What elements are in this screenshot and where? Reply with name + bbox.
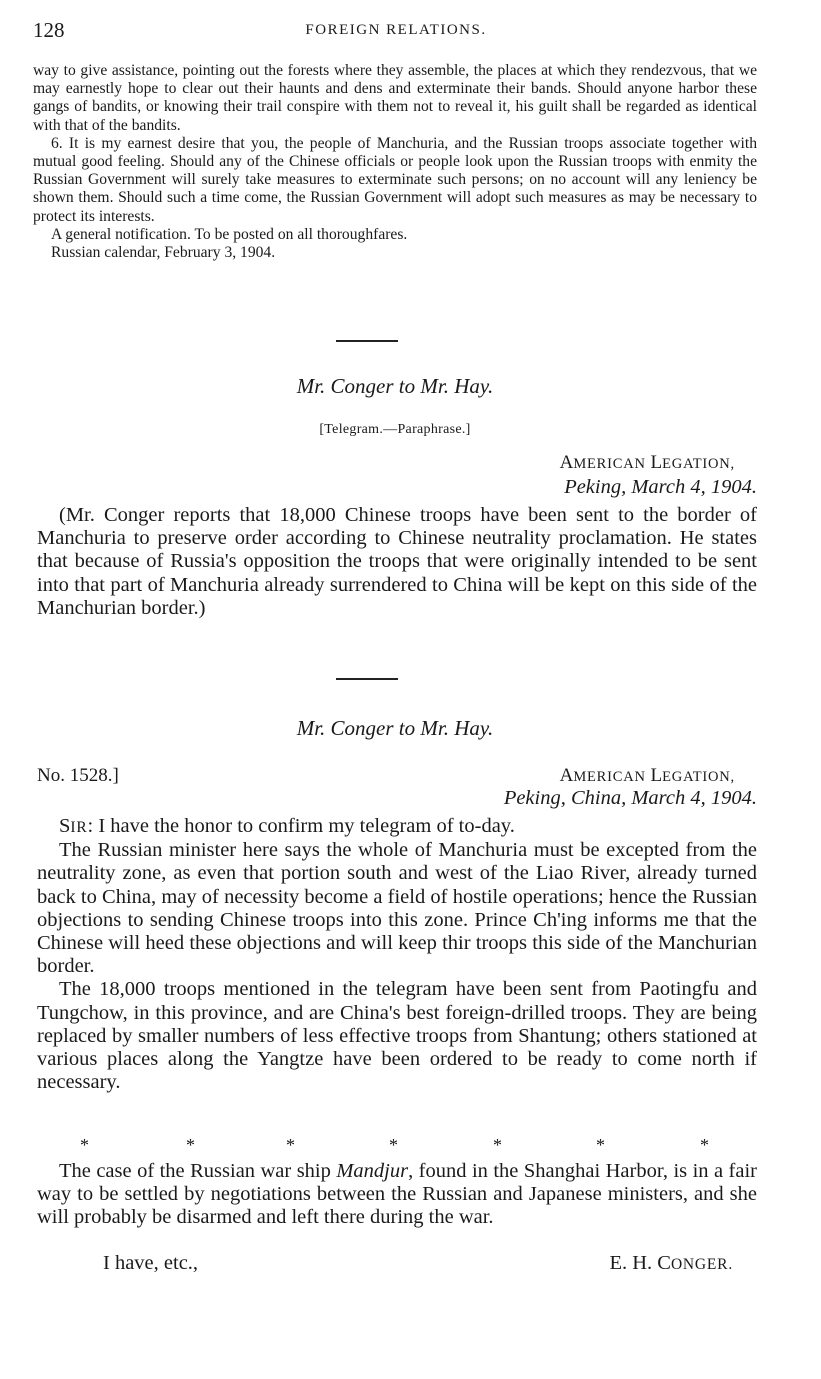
signature: E. H. CONGER.	[609, 1252, 733, 1274]
page-header	[33, 18, 759, 48]
ship-name: Mandjur	[336, 1160, 409, 1182]
proclamation-date: Russian calendar, February 3, 1904.	[51, 244, 276, 262]
telegram-title: Mr. Conger to Mr. Hay.	[296, 374, 494, 398]
proclamation-text	[33, 62, 757, 262]
star: *	[389, 1135, 398, 1155]
page-number: 128	[33, 18, 65, 42]
telegram-subtitle: [Telegram.—Paraphrase.]	[319, 422, 471, 437]
telegram-legation: AMERICAN LEGATION,	[559, 452, 735, 473]
complimentary-close: I have, etc.,	[103, 1252, 199, 1274]
star: *	[80, 1135, 89, 1155]
ellipsis-stars	[80, 1135, 730, 1157]
star: *	[186, 1135, 195, 1155]
star: *	[493, 1135, 502, 1155]
proclamation-notice: A general notification. To be posted on all thoroughfares.	[51, 225, 408, 243]
telegram-body: (Mr. Conger reports that 18,000 Chinese troops have been sent to the border of Manchuria to preserve order according to Chinese neutrality proclamation. He states that because of Russia's opposition the troops that were originally intended to be sent into that part of Manchuria already surrendered to China will be kept on this side of the Manchurian border.)	[37, 504, 757, 619]
despatch-paragraph-2: The 18,000 troops mentioned in the telegram have been sent from Paotingfu and Tungchow, in this province, and are China's best foreign-drilled troops. They are being replaced by smaller numbers of less effective troops from Shantung; others stationed at various places along the Yangtze have been ordered to be ready to come north if necessary.	[37, 978, 757, 1094]
salutation: SIR: I have the honor to confirm my telegram of to-day.	[59, 815, 515, 837]
section-divider	[336, 678, 398, 680]
running-title: FOREIGN RELATIONS.	[305, 22, 487, 38]
telegram-place-date: Peking, March 4, 1904.	[564, 476, 757, 498]
section-divider	[336, 340, 398, 342]
star: *	[700, 1135, 709, 1155]
despatch-paragraph-3: The case of the Russian war ship Mandjur, found in the Shanghai Harbor, is in a fair way to be settled by negotiations between the Russian and Japanese ministers, and she will probably be disarmed and left there during the war.	[37, 1160, 757, 1229]
despatch-legation: AMERICAN LEGATION,	[559, 765, 735, 786]
despatch-paragraph-1: The Russian minister here says the whole of Manchuria must be excepted from the neutrality zone, as even that portion south and west of the Liao River, already turned back to China, may of necessity become a field of hostile operations; hence the Russian objections to sending Chinese troops into this zone. Prince Ch'ing informs me that the Chinese will heed these objections and will keep thir troops this side of the Manchurian border.	[37, 839, 757, 978]
despatch-title: Mr. Conger to Mr. Hay.	[296, 716, 494, 740]
star: *	[596, 1135, 605, 1155]
despatch-body	[37, 815, 757, 1094]
despatch-place-date: Peking, China, March 4, 1904.	[503, 787, 757, 809]
proclamation-continuation: way to give assistance, pointing out the forests where they assemble, the places at which they rendezvous, that we may earnestly hope to clear out their haunts and dens and exterminate their bands. Should anyone harbor these gangs of bandits, or knowing their trail conspire with them not to reveal it, his guilt shall be regarded as identical with that of the bandits.	[33, 62, 757, 134]
star: *	[286, 1135, 295, 1155]
proclamation-item-6: 6. It is my earnest desire that you, the people of Manchuria, and the Russian troops associate together with mutual good feeling. Should any of the Chinese officials or people look upon the Russian troops with enmity the Russian Government will surely take measures to exterminate such persons; on no account will any leniency be shown them. Should such a time come, the Russian Government will adopt such measures as may be necessary to protect its interests.	[33, 134, 757, 225]
despatch-number: No. 1528.]	[37, 765, 119, 786]
